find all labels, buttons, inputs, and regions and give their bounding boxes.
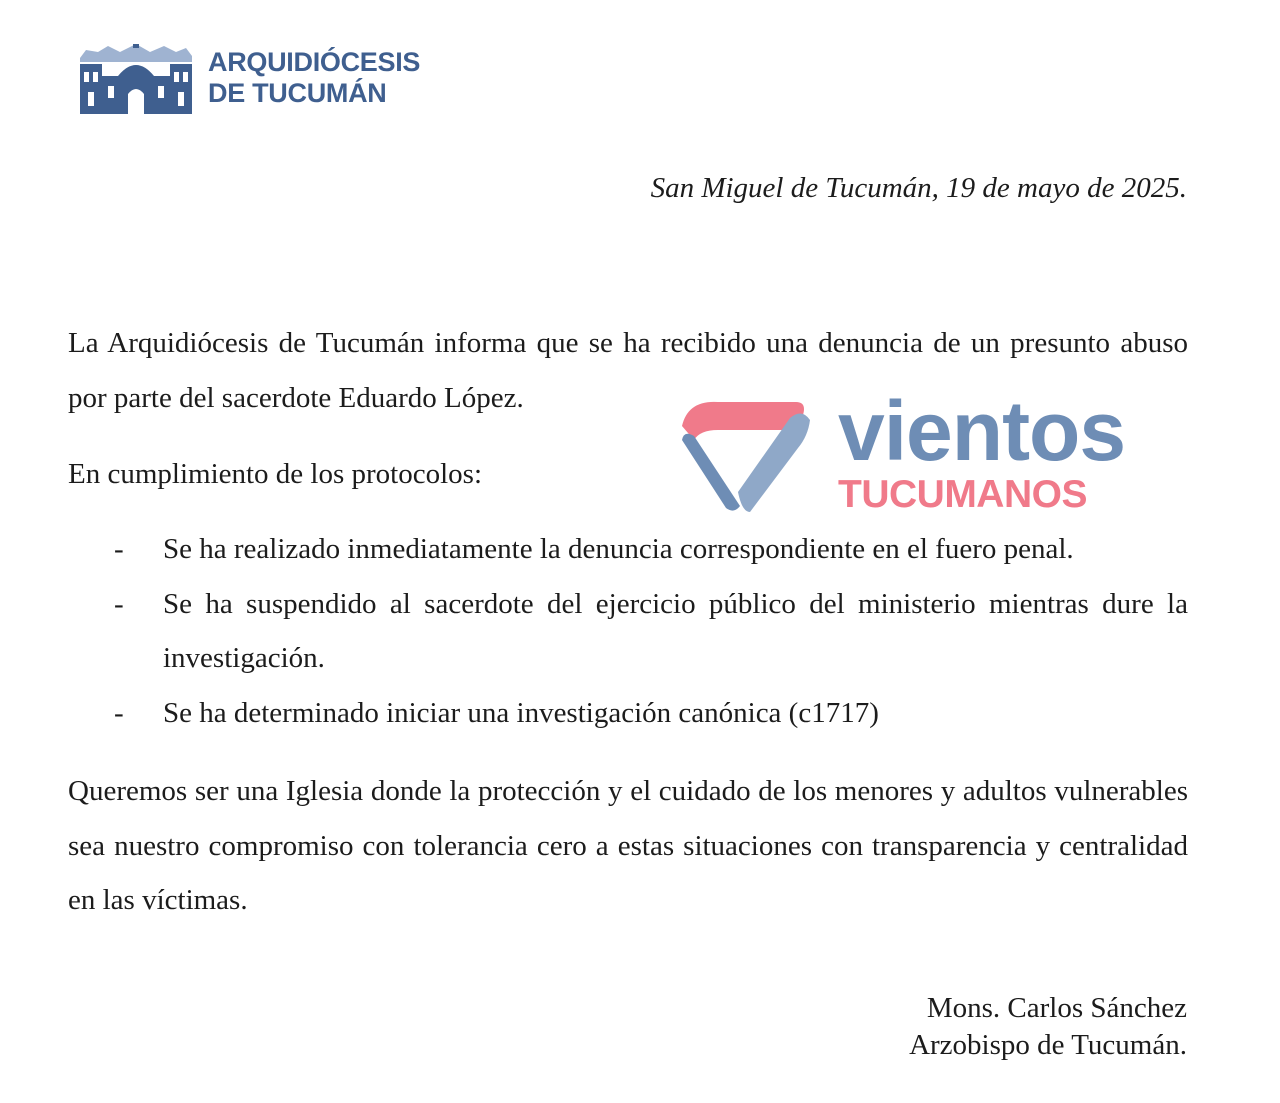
list-item-text: Se ha suspendido al sacerdote del ejercicio público del ministerio mientras dure la investigación. [163,587,1188,674]
watermark-word2: TUCUMANOS [838,473,1087,516]
signature-name: Mons. Carlos Sánchez [926,992,1187,1024]
list-dash: - [114,587,124,620]
org-name-line1: ARQUIDIÓCESIS [208,47,421,77]
signature-title: Arzobispo de Tucumán. [909,1029,1187,1061]
paragraph-commitment: Queremos ser una Iglesia donde la protección y el cuidado de los menores y adultos vulnerables sea nuestro compromiso con tolerancia cero a estas situaciones con transparencia y centralidad en las víctimas. [68,775,1188,916]
signature-block [909,990,1187,1064]
list-dash: - [114,696,124,729]
list-item-text: Se ha determinado iniciar una investigación canónica (c1717) [163,696,879,729]
v-logo-icon [678,396,818,521]
list-item [68,686,1188,741]
org-name-line2: DE TUCUMÁN [208,78,387,108]
paragraph-announcement: La Arquidiócesis de Tucumán informa que se ha recibido una denuncia de un presunto abuso por parte del sacerdote Eduardo López. [68,327,1188,414]
list-dash: - [114,533,124,565]
letterhead [78,40,420,116]
list-item [68,522,1188,577]
watermark [678,384,1148,520]
letter-date: San Miguel de Tucumán, 19 de mayo de 2025. [650,172,1187,204]
paragraph-protocols-intro: En cumplimiento de los protocolos: [68,458,483,490]
list-item [68,577,1188,686]
watermark-word1: vientos [838,384,1126,478]
list-item-text: Se ha realizado inmediatamente la denuncia correspondiente en el fuero penal. [163,533,1074,565]
protocol-list [68,522,1188,740]
org-name [208,47,420,109]
cathedral-icon [78,40,194,116]
